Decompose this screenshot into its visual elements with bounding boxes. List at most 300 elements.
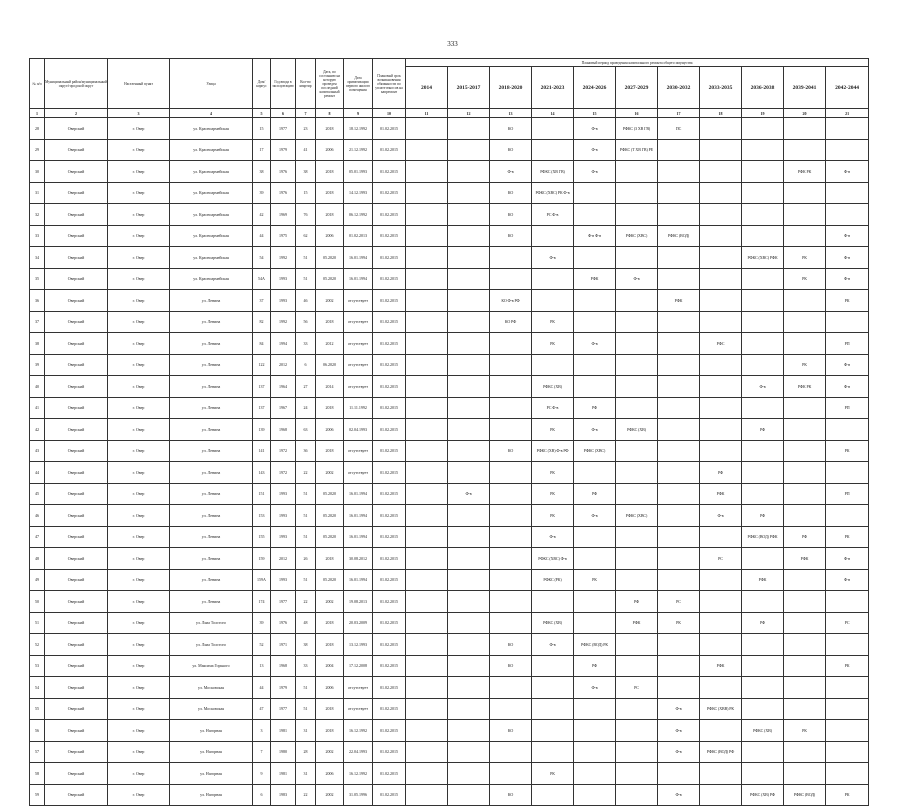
period-cell: КО: [490, 225, 532, 247]
period-cell: [490, 268, 532, 290]
period-cell: [742, 182, 784, 204]
period-cell: Ф-в: [574, 161, 616, 183]
house-cell: 143: [253, 462, 271, 484]
period-cell: РС: [658, 591, 700, 613]
period-cell: [448, 161, 490, 183]
row-number: 49: [30, 569, 45, 591]
year-cell: 1980: [271, 741, 296, 763]
last-repair-cell: 2014: [316, 376, 344, 398]
period-cell: [700, 354, 742, 376]
period-cell: РК: [532, 333, 574, 355]
last-repair-cell: 2002: [316, 784, 344, 806]
period-cell: [490, 763, 532, 785]
period-cell: [826, 311, 869, 333]
privatization-cell: отсутствует: [344, 677, 373, 699]
period-cell: РК: [826, 440, 869, 462]
period-cell: [658, 548, 700, 570]
house-cell: 47: [253, 698, 271, 720]
period-cell: [574, 698, 616, 720]
house-cell: 42: [253, 204, 271, 226]
table-row: [30, 483, 869, 505]
year-cell: 1972: [271, 440, 296, 462]
period-cell: [448, 139, 490, 161]
year-cell: 1971: [271, 634, 296, 656]
period-cell: РФК РК: [784, 161, 826, 183]
last-repair-cell: 2018: [316, 720, 344, 742]
column-number: 20: [784, 109, 826, 118]
street-cell: ул. Красноармейская: [170, 139, 253, 161]
year-cell: 1983: [271, 784, 296, 806]
municipality-cell: Оверский: [45, 182, 108, 204]
period-cell: [532, 698, 574, 720]
period-cell: [406, 505, 448, 527]
column-number: 19: [742, 109, 784, 118]
obligation-cell: 01.02.2015: [373, 569, 406, 591]
period-cell: [658, 462, 700, 484]
year-cell: 1976: [271, 182, 296, 204]
repair-schedule-table: [29, 58, 869, 806]
privatization-cell: 17.12.2008: [344, 655, 373, 677]
privatization-cell: 16.01.1994: [344, 247, 373, 269]
period-cell: [490, 462, 532, 484]
street-cell: ул. Московская: [170, 698, 253, 720]
municipality-cell: Оверский: [45, 204, 108, 226]
last-repair-cell: 2002: [316, 290, 344, 312]
period-cell: РК: [784, 247, 826, 269]
privatization-cell: 01.02.2013: [344, 225, 373, 247]
period-cell: [826, 204, 869, 226]
period-cell: РФКС (РК): [532, 569, 574, 591]
period-cell: РК: [532, 505, 574, 527]
period-cell: РС Ф-в: [532, 204, 574, 226]
period-cell: [406, 526, 448, 548]
year-cell: 1964: [271, 376, 296, 398]
period-cell: [700, 247, 742, 269]
period-cell: РФКС (ХВ): [616, 419, 658, 441]
period-cell: [532, 741, 574, 763]
period-cell: РФ: [742, 419, 784, 441]
row-number: 42: [30, 419, 45, 441]
period-cell: [700, 569, 742, 591]
table-row: [30, 741, 869, 763]
period-cell: [532, 118, 574, 140]
period-cell: РФКС (ХВ ГВ): [532, 161, 574, 183]
period-cell: [490, 376, 532, 398]
municipality-cell: Оверский: [45, 440, 108, 462]
period-cell: РФ: [784, 526, 826, 548]
period-cell: КО: [490, 182, 532, 204]
period-cell: [448, 290, 490, 312]
period-cell: [490, 741, 532, 763]
period-cell: РК: [532, 483, 574, 505]
obligation-cell: 01.02.2015: [373, 720, 406, 742]
municipality-cell: Оверский: [45, 225, 108, 247]
house-cell: 153: [253, 505, 271, 527]
period-cell: Ф-в: [826, 161, 869, 183]
period-cell: [784, 763, 826, 785]
period-cell: [700, 311, 742, 333]
municipality-cell: Оверский: [45, 290, 108, 312]
row-number: 53: [30, 655, 45, 677]
period-cell: [658, 419, 700, 441]
period-cell: РК: [532, 763, 574, 785]
privatization-cell: 31.05.1996: [344, 784, 373, 806]
period-cell: Ф-в: [826, 268, 869, 290]
privatization-cell: 19.08.2013: [344, 591, 373, 613]
period-cell: [406, 462, 448, 484]
last-repair-cell: 05.2020: [316, 247, 344, 269]
street-cell: ул. Нагорная: [170, 741, 253, 763]
year-cell: 1981: [271, 763, 296, 785]
settlement-cell: г. Овер: [108, 333, 170, 355]
period-cell: [616, 161, 658, 183]
period-cell: [616, 763, 658, 785]
period-cell: Ф-в: [574, 333, 616, 355]
table-row: [30, 333, 869, 355]
apartments-cell: 33: [296, 333, 316, 355]
header-period: 2021-2023: [532, 67, 574, 109]
period-cell: РФ: [742, 612, 784, 634]
period-cell: [448, 526, 490, 548]
privatization-cell: отсутствует: [344, 462, 373, 484]
table-row: [30, 548, 869, 570]
period-cell: [616, 655, 658, 677]
municipality-cell: Оверский: [45, 784, 108, 806]
obligation-cell: 01.02.2015: [373, 784, 406, 806]
row-number: 54: [30, 677, 45, 699]
period-cell: РС: [616, 677, 658, 699]
obligation-cell: 01.02.2015: [373, 655, 406, 677]
period-cell: КО: [490, 720, 532, 742]
year-cell: 1992: [271, 247, 296, 269]
obligation-cell: 01.02.2015: [373, 419, 406, 441]
period-cell: Ф-в: [826, 225, 869, 247]
obligation-cell: 01.02.2015: [373, 376, 406, 398]
header-period: 2030-2032: [658, 67, 700, 109]
period-cell: [490, 698, 532, 720]
year-cell: 1979: [271, 677, 296, 699]
period-cell: [826, 591, 869, 613]
period-cell: Ф-в: [448, 483, 490, 505]
row-number: 28: [30, 118, 45, 140]
apartments-cell: 56: [296, 311, 316, 333]
header-period: 2027-2029: [616, 67, 658, 109]
apartments-cell: 23: [296, 118, 316, 140]
period-cell: [616, 333, 658, 355]
last-repair-cell: 2018: [316, 397, 344, 419]
municipality-cell: Оверский: [45, 419, 108, 441]
period-cell: РФК: [784, 548, 826, 570]
privatization-cell: 16.01.1994: [344, 268, 373, 290]
column-number: 15: [574, 109, 616, 118]
privatization-cell: 16.12.1992: [344, 720, 373, 742]
period-cell: [574, 182, 616, 204]
period-cell: Ф-в: [658, 720, 700, 742]
period-cell: РК: [784, 354, 826, 376]
period-cell: [784, 182, 826, 204]
last-repair-cell: 2006: [316, 419, 344, 441]
period-cell: [406, 376, 448, 398]
period-cell: [700, 225, 742, 247]
period-cell: [490, 591, 532, 613]
period-cell: [700, 526, 742, 548]
period-cell: [448, 548, 490, 570]
period-cell: [574, 720, 616, 742]
street-cell: ул. Ленина: [170, 569, 253, 591]
period-cell: [574, 741, 616, 763]
house-cell: 44: [253, 677, 271, 699]
period-cell: РС: [700, 548, 742, 570]
period-cell: [574, 612, 616, 634]
table-row: [30, 784, 869, 806]
period-cell: [490, 247, 532, 269]
house-cell: 141: [253, 440, 271, 462]
period-cell: [448, 182, 490, 204]
period-cell: ПС: [658, 118, 700, 140]
municipality-cell: Оверский: [45, 677, 108, 699]
obligation-cell: 01.02.2015: [373, 354, 406, 376]
period-cell: [784, 419, 826, 441]
period-cell: [406, 548, 448, 570]
period-cell: [448, 634, 490, 656]
period-cell: [742, 204, 784, 226]
settlement-cell: г. Овер: [108, 720, 170, 742]
column-number: 5: [253, 109, 271, 118]
table-row: [30, 698, 869, 720]
period-cell: [406, 247, 448, 269]
period-cell: [448, 698, 490, 720]
period-cell: [784, 204, 826, 226]
last-repair-cell: 2018: [316, 612, 344, 634]
period-cell: [784, 698, 826, 720]
row-number: 37: [30, 311, 45, 333]
apartments-cell: 26: [296, 548, 316, 570]
settlement-cell: г. Овер: [108, 311, 170, 333]
period-cell: [490, 354, 532, 376]
apartments-cell: 51: [296, 569, 316, 591]
apartments-cell: 63: [296, 419, 316, 441]
period-cell: [784, 311, 826, 333]
table-row: [30, 397, 869, 419]
house-cell: 84: [253, 333, 271, 355]
period-cell: [406, 634, 448, 656]
period-cell: [826, 139, 869, 161]
period-cell: [574, 290, 616, 312]
period-cell: РФКС (ХВС) Ф-в: [532, 548, 574, 570]
column-number: 1: [30, 109, 45, 118]
table-row: [30, 440, 869, 462]
row-number: 32: [30, 204, 45, 226]
street-cell: ул. Нагорная: [170, 763, 253, 785]
year-cell: 1994: [271, 333, 296, 355]
last-repair-cell: 2018: [316, 118, 344, 140]
table-row: [30, 118, 869, 140]
period-cell: [532, 290, 574, 312]
period-cell: [490, 612, 532, 634]
period-cell: Ф-в: [826, 354, 869, 376]
period-cell: [658, 311, 700, 333]
table-row: [30, 182, 869, 204]
column-number: 10: [373, 109, 406, 118]
period-cell: [700, 161, 742, 183]
period-cell: [658, 483, 700, 505]
period-cell: [658, 247, 700, 269]
obligation-cell: 01.02.2015: [373, 741, 406, 763]
period-cell: [448, 247, 490, 269]
period-cell: [448, 462, 490, 484]
period-cell: РК: [532, 311, 574, 333]
period-cell: [448, 204, 490, 226]
header-period: 2039-2041: [784, 67, 826, 109]
period-cell: РФ: [700, 462, 742, 484]
last-repair-cell: 05.2020: [316, 505, 344, 527]
header-last-repair: Дата, по состоянию на которую проведен последний капитальный ремонт: [316, 59, 344, 109]
column-number: 14: [532, 109, 574, 118]
street-cell: ул. Ленина: [170, 548, 253, 570]
row-number: 47: [30, 526, 45, 548]
period-cell: РФК: [658, 290, 700, 312]
period-cell: Ф-в: [532, 526, 574, 548]
period-cell: [448, 612, 490, 634]
year-cell: 1993: [271, 505, 296, 527]
house-cell: 54: [253, 247, 271, 269]
period-cell: [574, 204, 616, 226]
period-cell: Ф-в: [490, 161, 532, 183]
table-row: [30, 268, 869, 290]
period-cell: Ф-в: [700, 505, 742, 527]
period-cell: [742, 698, 784, 720]
period-cell: [490, 333, 532, 355]
municipality-cell: Оверский: [45, 247, 108, 269]
house-cell: 9: [253, 763, 271, 785]
row-number: 48: [30, 548, 45, 570]
apartments-cell: 51: [296, 526, 316, 548]
period-cell: РФКС (ВОД) РФ: [700, 741, 742, 763]
street-cell: ул. Ленина: [170, 311, 253, 333]
municipality-cell: Оверский: [45, 354, 108, 376]
period-cell: КО Ф-в РФ: [490, 290, 532, 312]
obligation-cell: 01.02.2015: [373, 204, 406, 226]
obligation-cell: 01.02.2015: [373, 612, 406, 634]
period-cell: [490, 483, 532, 505]
period-cell: КО: [490, 440, 532, 462]
municipality-cell: Оверский: [45, 720, 108, 742]
street-cell: ул. Красноармейская: [170, 161, 253, 183]
apartments-cell: 22: [296, 784, 316, 806]
period-cell: РП: [826, 397, 869, 419]
period-cell: [406, 612, 448, 634]
period-cell: [658, 204, 700, 226]
row-number: 45: [30, 483, 45, 505]
settlement-cell: г. Овер: [108, 290, 170, 312]
house-cell: 137: [253, 397, 271, 419]
year-cell: 2012: [271, 548, 296, 570]
apartments-cell: 51: [296, 505, 316, 527]
apartments-cell: 51: [296, 247, 316, 269]
table-row: [30, 612, 869, 634]
period-cell: [700, 440, 742, 462]
period-cell: РФК РК: [784, 376, 826, 398]
apartments-cell: 27: [296, 376, 316, 398]
settlement-cell: г. Овер: [108, 440, 170, 462]
period-cell: [784, 440, 826, 462]
header-street: Улица: [170, 59, 253, 109]
privatization-cell: 20.03.2009: [344, 612, 373, 634]
year-cell: 1968: [271, 655, 296, 677]
period-cell: [616, 376, 658, 398]
house-cell: 39: [253, 182, 271, 204]
street-cell: ул. Нагорная: [170, 720, 253, 742]
period-cell: [406, 268, 448, 290]
privatization-cell: 14.12.1993: [344, 182, 373, 204]
period-cell: [700, 784, 742, 806]
privatization-cell: 21.12.1992: [344, 139, 373, 161]
period-cell: РФКС (ХВ): [532, 612, 574, 634]
house-cell: 39: [253, 612, 271, 634]
period-cell: [784, 655, 826, 677]
settlement-cell: г. Овер: [108, 483, 170, 505]
period-cell: [784, 741, 826, 763]
privatization-cell: отсутствует: [344, 698, 373, 720]
year-cell: 1977: [271, 591, 296, 613]
period-cell: [616, 397, 658, 419]
year-cell: 1969: [271, 204, 296, 226]
privatization-cell: 05.01.1993: [344, 161, 373, 183]
period-cell: [406, 204, 448, 226]
table-row: [30, 591, 869, 613]
settlement-cell: г. Овер: [108, 591, 170, 613]
house-cell: 44: [253, 225, 271, 247]
settlement-cell: г. Овер: [108, 161, 170, 183]
last-repair-cell: 2018: [316, 204, 344, 226]
period-cell: Ф-в: [826, 548, 869, 570]
row-number: 56: [30, 720, 45, 742]
street-cell: ул. Ленина: [170, 526, 253, 548]
municipality-cell: Оверский: [45, 161, 108, 183]
period-cell: [406, 763, 448, 785]
settlement-cell: г. Овер: [108, 741, 170, 763]
municipality-cell: Оверский: [45, 397, 108, 419]
apartments-cell: 51: [296, 483, 316, 505]
period-cell: [616, 483, 658, 505]
apartments-cell: 22: [296, 462, 316, 484]
privatization-cell: отсутствует: [344, 333, 373, 355]
privatization-cell: 16.01.1994: [344, 569, 373, 591]
period-cell: [574, 784, 616, 806]
street-cell: ул. Красноармейская: [170, 247, 253, 269]
period-cell: РФКС (ХВС) РФК: [742, 247, 784, 269]
last-repair-cell: 05.2020: [316, 569, 344, 591]
last-repair-cell: 2002: [316, 591, 344, 613]
apartments-cell: 38: [296, 161, 316, 183]
period-cell: [406, 333, 448, 355]
obligation-cell: 01.02.2015: [373, 548, 406, 570]
last-repair-cell: 2002: [316, 741, 344, 763]
period-cell: РФКС (ВОД): [784, 784, 826, 806]
obligation-cell: 01.02.2015: [373, 462, 406, 484]
period-cell: РФ: [742, 505, 784, 527]
period-cell: [448, 419, 490, 441]
settlement-cell: г. Овер: [108, 182, 170, 204]
privatization-cell: 22.04.1993: [344, 741, 373, 763]
period-cell: [742, 161, 784, 183]
period-cell: КО: [490, 655, 532, 677]
last-repair-cell: 2018: [316, 311, 344, 333]
house-cell: 52: [253, 634, 271, 656]
period-cell: КО: [490, 784, 532, 806]
settlement-cell: г. Овер: [108, 204, 170, 226]
period-cell: Ф-в: [574, 419, 616, 441]
